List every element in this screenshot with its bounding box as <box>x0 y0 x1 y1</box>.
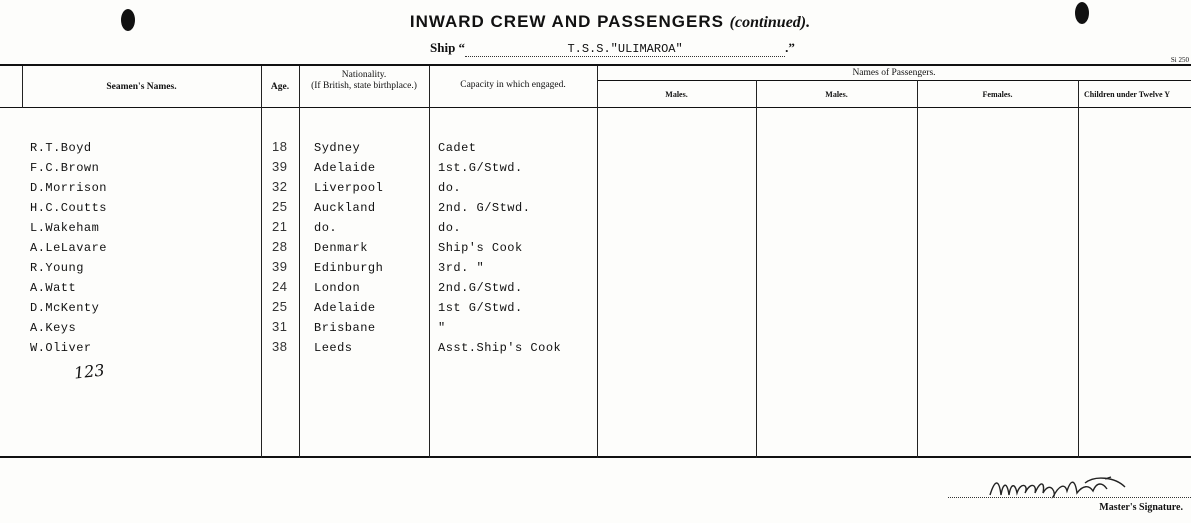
crew-name: W.Oliver <box>30 341 92 355</box>
nationality-title: Nationality. <box>341 70 387 80</box>
header-bottom-rule <box>0 107 1191 108</box>
crew-capacity: 1st.G/Stwd. <box>438 161 523 175</box>
crew-nationality: Sydney <box>314 141 361 155</box>
col-header-children: Children under Twelve Y <box>1084 90 1171 99</box>
crew-nationality: London <box>314 281 361 295</box>
crew-nationality: do. <box>314 221 338 235</box>
crew-age: 28 <box>272 239 288 254</box>
crew-name: A.LeLavare <box>30 241 108 255</box>
crew-nationality: Leeds <box>314 341 353 355</box>
crew-nationality: Edinburgh <box>314 261 384 275</box>
col-header-age: Age. <box>270 82 290 92</box>
crew-age: 39 <box>272 159 288 174</box>
col-divider-females <box>917 80 918 458</box>
signature-line <box>948 497 1191 498</box>
handwritten-note: 123 <box>73 360 106 383</box>
crew-nationality: Auckland <box>314 201 376 215</box>
nationality-note: (If British, state birthplace.) <box>311 81 417 91</box>
passenger-header-rule <box>597 80 1191 81</box>
signature-label: Master's Signature. <box>1099 502 1183 513</box>
crew-name: H.C.Coutts <box>30 201 108 215</box>
col-divider-capacity <box>429 66 430 458</box>
crew-nationality: Brisbane <box>314 321 376 335</box>
crew-age: 38 <box>272 339 288 354</box>
col-divider-age <box>261 66 262 458</box>
col-header-males-2: Males. <box>825 90 848 99</box>
crew-age: 25 <box>272 199 288 214</box>
crew-name: D.Morrison <box>30 181 108 195</box>
crew-name: R.Young <box>30 261 84 275</box>
crew-name: F.C.Brown <box>30 161 100 175</box>
crew-capacity: Asst.Ship's Cook <box>438 341 562 355</box>
crew-age: 21 <box>272 219 288 234</box>
col-header-nationality <box>299 70 429 92</box>
col-divider-nationality <box>299 66 300 458</box>
crew-age: 39 <box>272 259 288 274</box>
ship-label: Ship “ <box>430 40 466 55</box>
crew-capacity: Ship's Cook <box>438 241 523 255</box>
col-header-names: Seamen's Names. <box>106 82 177 92</box>
col-header-passengers: Names of Passengers. <box>852 68 936 78</box>
crew-age: 24 <box>272 279 288 294</box>
col-divider-males-2 <box>756 80 757 458</box>
crew-name: L.Wakeham <box>30 221 100 235</box>
crew-age: 25 <box>272 299 288 314</box>
form-number: Si 250 <box>1170 56 1189 64</box>
table-bottom-rule <box>0 456 1191 458</box>
crew-age: 18 <box>272 139 288 154</box>
ship-close: .” <box>785 40 795 55</box>
col-divider-children <box>1078 80 1079 458</box>
crew-capacity: do. <box>438 181 462 195</box>
crew-capacity: 2nd. G/Stwd. <box>438 201 531 215</box>
crew-capacity: 2nd.G/Stwd. <box>438 281 523 295</box>
col-header-males-1: Males. <box>665 90 688 99</box>
crew-capacity: do. <box>438 221 462 235</box>
title-suffix: (continued). <box>729 14 811 31</box>
crew-nationality: Adelaide <box>314 301 376 315</box>
crew-name: D.McKenty <box>30 301 100 315</box>
crew-name: A.Watt <box>30 281 77 295</box>
ship-line <box>430 40 795 57</box>
table-top-rule <box>0 64 1191 66</box>
crew-capacity: 3rd. " <box>438 261 485 275</box>
crew-nationality: Liverpool <box>314 181 384 195</box>
crew-nationality: Adelaide <box>314 161 376 175</box>
col-divider-passengers <box>597 66 598 458</box>
col-header-females: Females. <box>982 90 1013 99</box>
crew-capacity: " <box>438 321 446 335</box>
crew-capacity: 1st G/Stwd. <box>438 301 523 315</box>
crew-name: R.T.Boyd <box>30 141 92 155</box>
page-title <box>0 12 1191 32</box>
crew-name: A.Keys <box>30 321 77 335</box>
crew-capacity: Cadet <box>438 141 477 155</box>
ship-name: T.S.S."ULIMAROA" <box>465 42 785 57</box>
crew-age: 31 <box>272 319 288 334</box>
col-header-capacity: Capacity in which engaged. <box>460 80 566 90</box>
crew-nationality: Denmark <box>314 241 368 255</box>
title-text: INWARD CREW AND PASSENGERS <box>409 12 724 31</box>
crew-age: 32 <box>272 179 288 194</box>
